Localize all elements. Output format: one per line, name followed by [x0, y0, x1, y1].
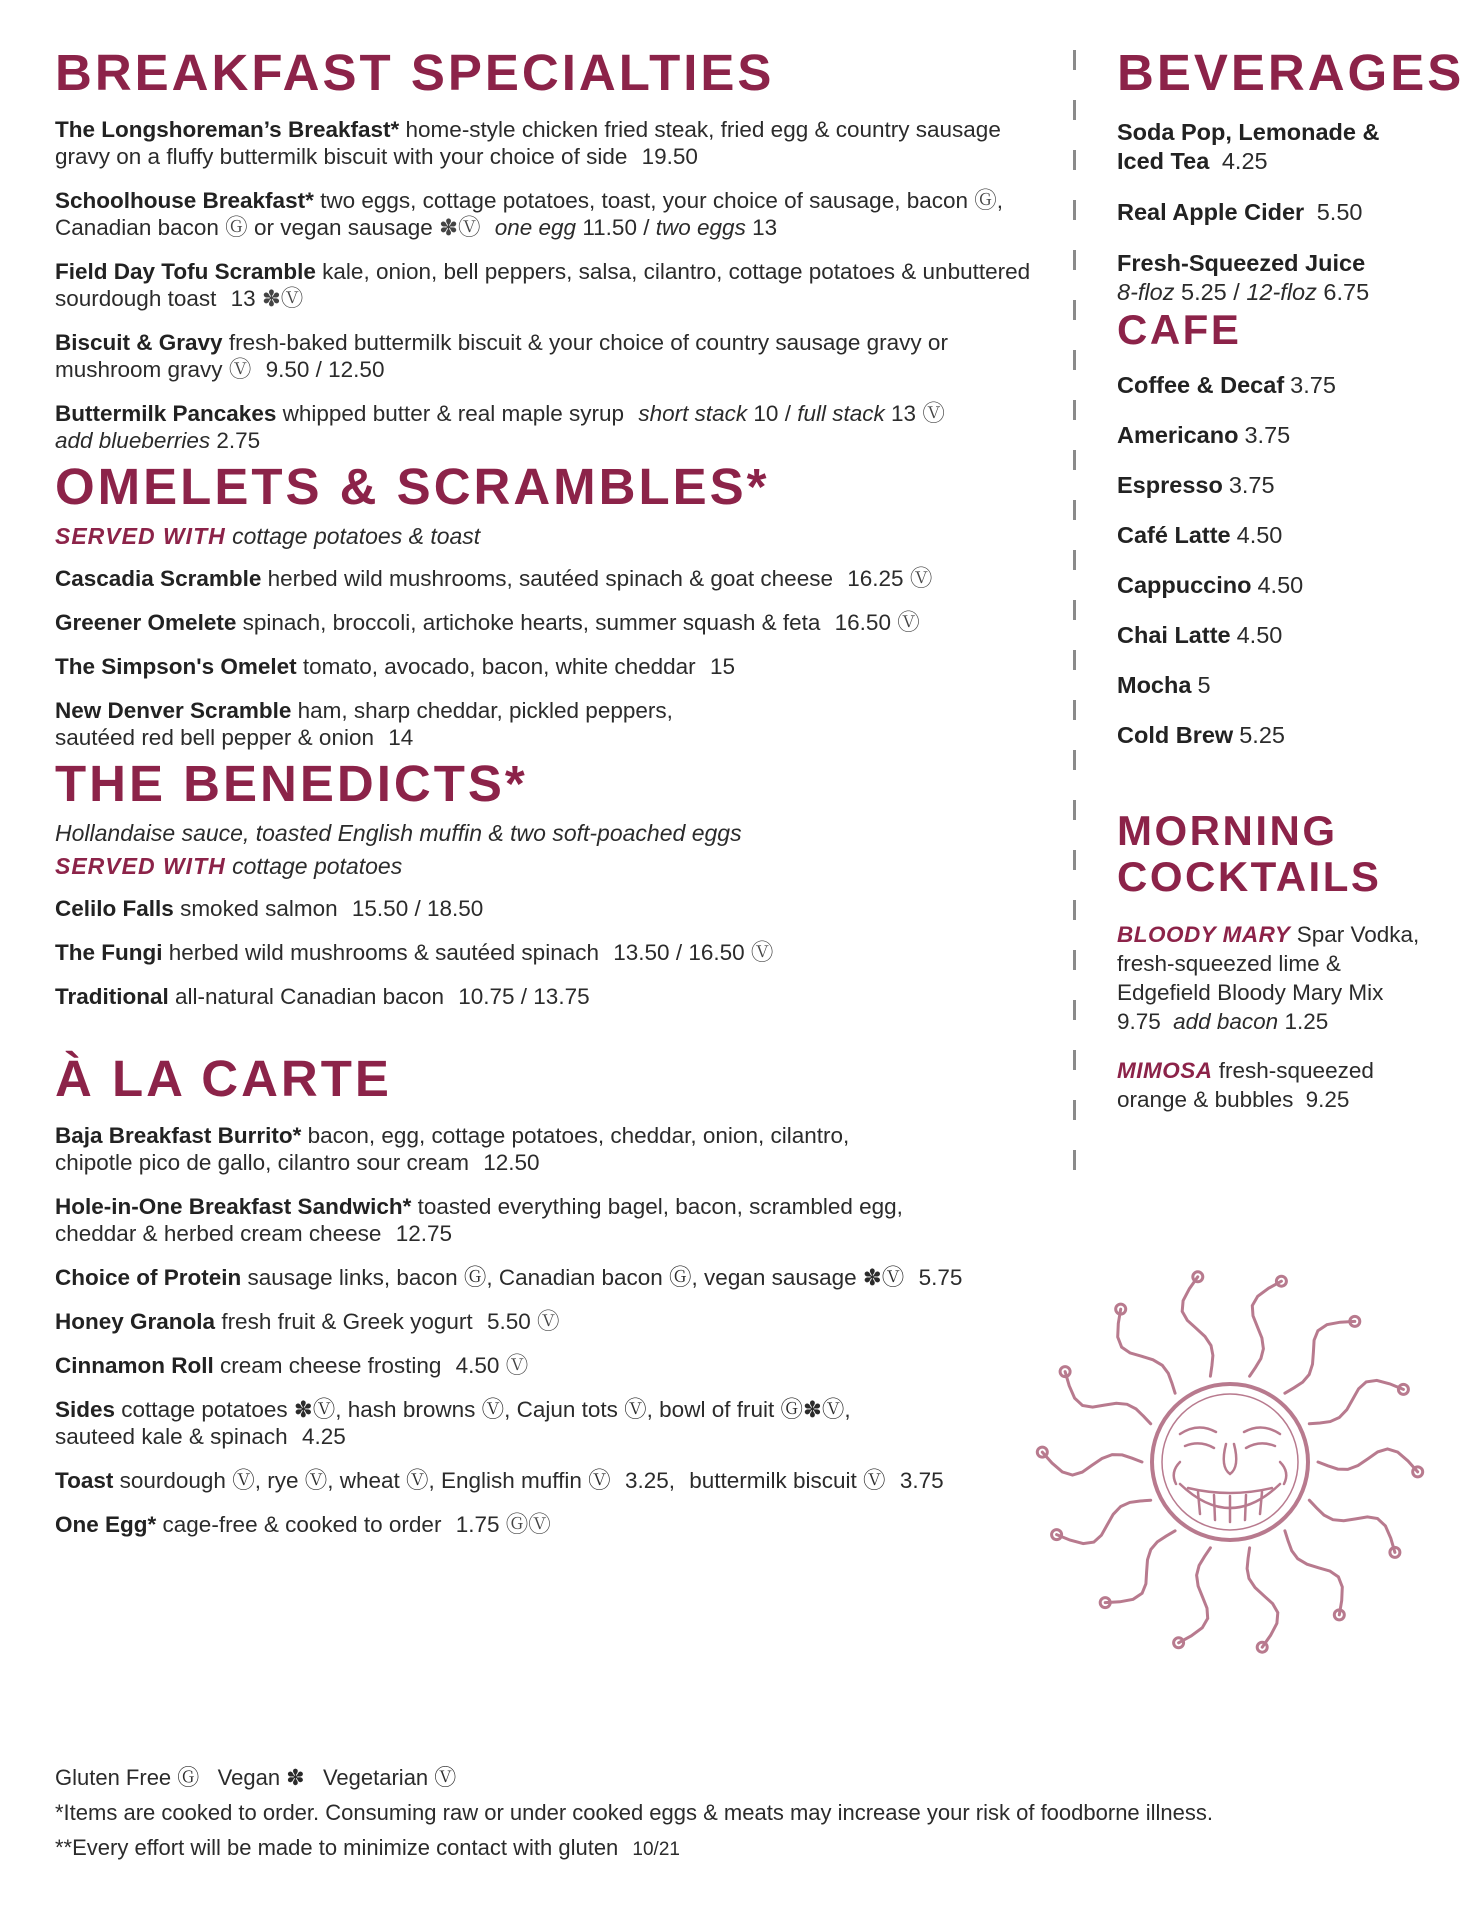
gluten-free-icon: Ⓖ — [225, 215, 248, 240]
vegetarian-icon: Ⓥ — [228, 357, 252, 382]
section-title-cafe: CAFE — [1117, 306, 1242, 353]
menu-item: BLOODY MARY Spar Vodka, fresh-squeezed lime & Edgefield Bloody Mary Mix 9.75 add bacon 1.25 — [1117, 922, 1420, 1034]
menu-item: Buttermilk Pancakes whipped butter & real maple syrup short stack 10 / full stack 13 Ⓥ add blueberries 2.75 — [55, 401, 945, 453]
menu-item: Mocha 5 — [1117, 672, 1211, 698]
sun-ray — [1318, 1449, 1418, 1472]
section-title-cocktails: MORNING COCKTAILS — [1117, 807, 1382, 900]
menu-item: Coffee & Decaf 3.75 — [1117, 372, 1336, 398]
menu-item: Celilo Falls smoked salmon 15.50 / 18.50 — [55, 896, 484, 921]
menu-item: Cascadia Scramble herbed wild mushrooms, sautéed spinach & goat cheese 16.25 Ⓥ — [55, 566, 933, 591]
dietary-legend: Gluten Free Ⓖ Vegan ✽ Vegetarian Ⓥ — [55, 1765, 457, 1790]
left-column — [55, 40, 1035, 1538]
gluten-free-icon: Ⓖ — [974, 188, 997, 213]
column-divider — [1073, 50, 1076, 1170]
menu-item: Cappuccino 4.50 — [1117, 572, 1304, 598]
vegetarian-icon: Ⓥ — [897, 610, 920, 635]
menu-item: Biscuit & Gravy fresh-baked buttermilk biscuit & your choice of country sausage gravy or mushroom gravy Ⓥ 9.50 / 12.50 — [55, 330, 948, 382]
sun-ray — [1042, 1452, 1142, 1475]
menu-item: Honey Granola fresh fruit & Greek yogurt 5.50 Ⓥ — [55, 1309, 560, 1334]
sun-face-illustration — [1030, 1262, 1430, 1662]
vegetarian-icon: Ⓥ — [750, 940, 774, 965]
menu-item: Chai Latte 4.50 — [1117, 622, 1283, 648]
right-column — [1117, 40, 1465, 1114]
sun-ray — [1105, 1531, 1175, 1603]
benedicts-note: Hollandaise sauce, toasted English muffin & two soft-poached eggs — [55, 820, 742, 846]
menu-item: Greener Omelete spinach, broccoli, artichoke hearts, summer squash & feta 16.50 Ⓥ — [55, 610, 920, 635]
gluten-notice: **Every effort will be made to minimize contact with gluten 10/21 — [55, 1835, 680, 1860]
menu-item: Soda Pop, Lemonade & Iced Tea 4.25 — [1117, 119, 1380, 174]
vegetarian-icon: Ⓥ — [909, 566, 933, 591]
menu-item: Espresso 3.75 — [1117, 472, 1275, 498]
footer — [55, 1760, 1435, 1867]
menu-item: MIMOSA fresh-squeezed orange & bubbles 9.25 — [1117, 1058, 1374, 1112]
section-title-omelets: OMELETS & SCRAMBLES* — [55, 458, 770, 515]
vegetarian-icon: Ⓥ — [505, 1353, 529, 1378]
gluten-free-icon: Ⓖ — [177, 1765, 200, 1790]
menu-item: Toast sourdough Ⓥ, rye Ⓥ, wheat Ⓥ, English muffin Ⓥ 3.25, buttermilk biscuit Ⓥ 3.75 — [55, 1468, 944, 1493]
vegan-vegetarian-icon: ✽Ⓥ — [439, 215, 481, 240]
gluten-free-vegetarian-icon: ⒼⓋ — [505, 1512, 551, 1537]
sun-ray — [1247, 1548, 1278, 1647]
sun-ray — [1285, 1531, 1342, 1615]
menu-item: Café Latte 4.50 — [1117, 522, 1283, 548]
sun-ray — [1179, 1548, 1211, 1643]
menu-item: Traditional all-natural Canadian bacon 10.75 / 13.75 — [55, 984, 590, 1009]
menu-item: Baja Breakfast Burrito* bacon, egg, cottage potatoes, cheddar, onion, cilantro, chipotle pico de gallo, cilantro sour cream 12.50 — [55, 1123, 850, 1175]
menu-item: Sides cottage potatoes ✽Ⓥ, hash browns Ⓥ, Cajun tots Ⓥ, bowl of fruit Ⓖ✽Ⓥ, sauteed kale & spinach 4.25 — [55, 1397, 851, 1449]
sun-ray — [1309, 1380, 1403, 1423]
sun-ray — [1182, 1277, 1213, 1376]
sun-ray — [1065, 1372, 1151, 1424]
sun-ray — [1250, 1281, 1282, 1376]
menu-item: Real Apple Cider 5.50 — [1117, 199, 1363, 225]
sun-ray — [1285, 1321, 1355, 1393]
menu-item: One Egg* cage-free & cooked to order 1.75 ⒼⓋ — [55, 1512, 551, 1537]
vegetarian-icon: Ⓥ — [434, 1765, 457, 1790]
vegetarian-icon: Ⓥ — [922, 401, 945, 426]
health-notice: *Items are cooked to order. Consuming raw or under cooked eggs & meats may increase your risk of foodborne illness. — [55, 1800, 1214, 1825]
section-title-alacarte: À LA CARTE — [55, 1050, 392, 1107]
menu-item: Cinnamon Roll cream cheese frosting 4.50 Ⓥ — [55, 1353, 529, 1378]
menu-item: Field Day Tofu Scramble kale, onion, bell peppers, salsa, cilantro, cottage potatoes & unbuttered sourdough toast 13 ✽Ⓥ — [55, 259, 1031, 311]
menu-item: The Simpson's Omelet tomato, avocado, bacon, white cheddar 15 — [55, 654, 735, 679]
menu-item: The Longshoreman’s Breakfast* home-style chicken fried steak, fried egg & country sausage gravy on a fluffy buttermilk biscuit with your choice of side 19.50 — [55, 117, 1001, 169]
section-title-beverages: BEVERAGES — [1117, 44, 1465, 101]
menu-item: Americano 3.75 — [1117, 422, 1291, 448]
sun-ray — [1057, 1500, 1151, 1543]
sun-ray — [1118, 1309, 1175, 1393]
menu-item: Choice of Protein sausage links, bacon Ⓖ, Canadian bacon Ⓖ, vegan sausage ✽Ⓥ 5.75 — [55, 1265, 963, 1290]
menu-item: The Fungi herbed wild mushrooms & sautéed spinach 13.50 / 16.50 Ⓥ — [55, 940, 774, 965]
cafe-section — [1117, 307, 1457, 750]
section-title-benedicts: THE BENEDICTS* — [55, 755, 528, 812]
menu-item: Cold Brew 5.25 — [1117, 722, 1285, 748]
vegan-icon: ✽ — [286, 1765, 305, 1790]
menu-item: Schoolhouse Breakfast* two eggs, cottage potatoes, toast, your choice of sausage, bacon Ⓖ, Canadian bacon Ⓖ or vegan sausage ✽Ⓥ one egg 11.50 / two eggs 13 — [55, 188, 1004, 240]
menu-item: Hole-in-One Breakfast Sandwich* toasted everything bagel, bacon, scrambled egg, cheddar & herbed cream cheese 12.75 — [55, 1194, 903, 1246]
served-with-note: SERVED WITH cottage potatoes — [55, 853, 403, 879]
section-title-breakfast: BREAKFAST SPECIALTIES — [55, 44, 775, 101]
menu-item: New Denver Scramble ham, sharp cheddar, pickled peppers, sautéed red bell pepper & onion 14 — [55, 698, 673, 750]
served-with-note: SERVED WITH cottage potatoes & toast — [55, 523, 481, 549]
sun-ray — [1309, 1500, 1395, 1552]
vegan-vegetarian-icon: ✽Ⓥ — [261, 286, 304, 311]
vegetarian-icon: Ⓥ — [537, 1309, 560, 1334]
menu-item: Fresh-Squeezed Juice 8-floz 5.25 / 12-floz 6.75 — [1117, 250, 1370, 305]
